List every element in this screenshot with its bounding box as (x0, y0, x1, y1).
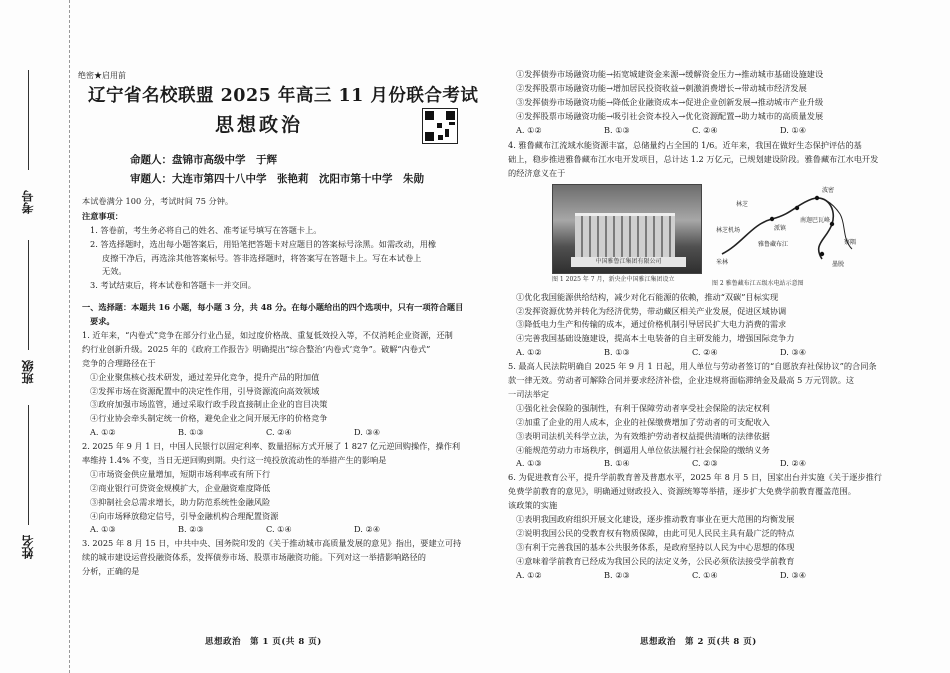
question-stem: 1. 近年来，“内卷式”竞争在部分行业凸显，如过度价格战、重复低效投入等，不仅消耗企业资源，还制 (82, 330, 453, 341)
option-item: ①表明我国政府组织开展文化建设，逐步推动教育事业在更大范围的均衡发展 (516, 513, 795, 524)
notice-item: 3. 考试结束后，将本试卷和答题卡一并交回。 (90, 280, 256, 291)
choice-b: B. ①④ (604, 458, 630, 469)
option-item: ①优化我国能源供给结构，减少对化石能源的依赖，推动“双碳”目标实现 (516, 291, 779, 302)
reviewer-line: 审题人：大连市第四十八中学 张艳莉 沈阳市第十中学 朱勋 (130, 173, 424, 186)
choice-d: D. ③④ (780, 569, 807, 580)
choice-b: B. ②③ (604, 569, 630, 580)
choice-d: D. ②④ (780, 458, 807, 469)
map-label: 米林 (716, 259, 729, 267)
company-sign: 中国雅鲁江集团有限公司 (571, 257, 686, 267)
binding-line (28, 240, 29, 350)
section-title-cont: 要求。 (90, 316, 115, 327)
choice-b: B. ①③ (604, 124, 630, 135)
choice-c: C. ②④ (692, 347, 718, 358)
map-label: 察隅 (844, 239, 857, 247)
choice-a: A. ①② (90, 427, 116, 438)
question-stem: 款一律无效。劳动者可解除合同并要求经济补偿，企业违规将面临滞纳金及最高 5 万元罚款。这 (508, 375, 855, 386)
option-item: ④向市场释放稳定信号，引导金融机构合理配置资源 (90, 510, 279, 521)
question-stem: 续的城市建设运营投融资体系，发挥债券市场、股票市场融资功能。下列对这一举措影响路径的 (82, 552, 426, 563)
binding-margin (0, 0, 70, 673)
question-stem: 该政策的实施 (508, 500, 558, 511)
choice-b: B. ①③ (604, 347, 630, 358)
question-1 (82, 330, 472, 439)
option-item: ③发挥债券市场融资功能→降低企业融资成本→促进企业创新发展→推动城市产业升级 (516, 96, 824, 107)
option-item: ③有利于完善我国的基本公共服务体系，是政府坚持以人民为中心思想的体现 (516, 541, 795, 552)
map-label: 南迦巴瓦峰 (800, 217, 831, 225)
notice-item: 2. 答选择题时，选出每小题答案后，用铅笔把答题卡对应题目的答案标号涂黑。如需改动，用橡 (90, 238, 437, 249)
station-dot (795, 206, 799, 210)
notice-item: 无效。 (102, 266, 127, 277)
answer-choices (508, 347, 903, 359)
option-item: ②商业银行可贷资金规模扩大，企业融资难度降低 (90, 482, 271, 493)
choice-a: A. ①② (516, 124, 542, 135)
notice-item: 皮擦干净后，再选涂其他答案标号。答非选择题时，将答案写在答题卡上。写在本试卷上 (102, 252, 422, 263)
answer-choices (508, 458, 903, 470)
option-item: ②发挥资源优势并转化为经济优势，带动藏区相关产业发展，促进区域协调 (516, 305, 787, 316)
figure-row (552, 184, 903, 289)
option-item: ④行业协会牵头制定统一价格，避免企业之间开展无序的价格竞争 (90, 413, 328, 424)
map-label: 林芝机场 (716, 227, 741, 235)
question-stem: 4. 雅鲁藏布江流域水能资源丰富，总储量约占全国的 1/6。近年来，我国在做好生态保护评估的基 (508, 140, 862, 151)
map-label: 波密 (822, 187, 835, 195)
question-stem: 的经济意义在于 (508, 168, 566, 179)
choice-d: D. ②④ (354, 524, 381, 535)
choice-c: C. ②④ (266, 427, 292, 438)
option-item: ④能规范劳动力市场秩序，倒逼用人单位依法履行社会保险的缴纳义务 (516, 444, 770, 455)
option-item: ③抑制社会总需求增长，助力防范系统性金融风险 (90, 496, 271, 507)
notice-item: 1. 答卷前，考生务必将自己的姓名、准考证号填写在答题卡上。 (90, 224, 322, 235)
option-item: ④发挥股票市场融资功能→吸引社会资本投入→优化资源配置→助力城市的高质量发展 (516, 110, 824, 121)
page-footer-right: 思想政治 第 2 页(共 8 页) (640, 637, 757, 647)
choice-c: C. ①④ (266, 524, 292, 535)
hydropower-map (712, 184, 872, 274)
question-stem: 6. 为促进教育公平，提升学前教育普及普惠水平，2025 年 8 月 5 日，国家出台并实施《关于逐步推行 (508, 472, 882, 483)
option-item: ②发挥市场在资源配置中的决定性作用，引导资源流向高效领域 (90, 385, 320, 396)
question-stem: 5. 最高人民法院明确自 2025 年 9 月 1 日起，用人单位与劳动者签订的“自愿放弃社保协议”的合同条 (508, 361, 877, 372)
choice-c: C. ②④ (692, 124, 718, 135)
option-item: ③政府加强市场监管，通过采取行政手段直接制止企业的盲目决策 (90, 399, 328, 410)
answer-choices (82, 427, 472, 439)
option-item: ①强化社会保险的强制性，有利于保障劳动者享受社会保险的法定权利 (516, 402, 770, 413)
right-column (508, 69, 903, 583)
building-shape (575, 213, 675, 257)
station-dot (830, 222, 834, 226)
question-stem: 分析，正确的是 (82, 566, 140, 577)
question-4 (508, 140, 903, 359)
answer-choices (82, 524, 472, 536)
choice-a: A. ①② (516, 569, 542, 580)
intro-text: 本试卷满分 100 分，考试时间 75 分钟。 (82, 196, 234, 206)
question-stem: 率维持 1.4% 不变，当日无逆回购到期。央行这一纯投放流动性的举措产生的影响是 (82, 455, 387, 466)
answer-choices (508, 125, 903, 137)
secret-mark: 绝密★启用前 (78, 71, 126, 80)
option-item: ④意味着学前教育已经成为我国公民的法定义务，公民必须依法接受学前教育 (516, 555, 795, 566)
choice-d: D. ③④ (354, 427, 381, 438)
left-column (82, 196, 472, 580)
choice-a: A. ①② (516, 347, 542, 358)
binding-line (28, 405, 29, 525)
option-item: ①市场资金供应量增加，短期市场利率或有所下行 (90, 468, 271, 479)
choice-a: A. ①③ (90, 524, 116, 535)
map-label: 派镇 (774, 225, 787, 233)
question-stem: 2. 2025 年 9 月 1 日，中国人民银行以固定利率、数量招标方式开展了 1 827 亿元逆回购操作，操作利 (82, 441, 461, 452)
figure-2-caption: 图 2 雅鲁藏布江五级水电站示意图 (712, 280, 804, 288)
answer-choices (508, 570, 903, 582)
option-item: ④完善我国基础设施建设，提高本土电装备的自主研发能力，增强国际竞争力 (516, 333, 795, 344)
figure-2 (712, 184, 872, 289)
choice-c: C. ①④ (692, 569, 718, 580)
question-stem: 一司法举定 (508, 388, 549, 399)
question-2 (82, 441, 472, 536)
map-label: 墨脱 (832, 261, 845, 269)
binding-line (28, 70, 29, 170)
question-stem: 竞争的合理路径在于 (82, 357, 156, 368)
question-3 (82, 538, 472, 578)
option-item: ①企业聚焦核心技术研发，通过差异化竞争，提升产品的附加值 (90, 371, 320, 382)
option-item: ②加重了企业的用人成本，企业的社保缴费增加了劳动者的可支配收入 (516, 416, 770, 427)
section-title: 一、选择题：本题共 16 小题，每小题 3 分，共 48 分。在每小题给出的四个选项中，只有一项符合题目 (82, 302, 464, 313)
question-stem: 3. 2025 年 8 月 15 日，中共中央、国务院印发的《关于推动城市高质量发展的意见》指出，要建立可持 (82, 538, 462, 549)
map-label: 雅鲁藏布江 (758, 241, 789, 249)
question-stem: 免费学前教育的意见》，明确通过财政投入、资源统筹等举措，逐步扩大免费学前教育覆盖范围。 (508, 486, 856, 497)
choice-c: C. ②③ (692, 458, 718, 469)
building-photo (552, 184, 702, 274)
question-stem: 础上，稳步推进雅鲁藏布江水电开发项目，总计达 1.2 万亿元，已规划建设阶段。雅鲁藏布江水电开发 (508, 154, 879, 165)
figure-1 (552, 184, 702, 289)
choice-b: B. ①③ (178, 427, 204, 438)
option-item: ①发挥债券市场融资功能→拓宽城建资金来源→缓解资金压力→推动城市基础设施建设 (516, 69, 824, 79)
name-label: 姓名 (21, 535, 35, 559)
station-dot (820, 252, 824, 256)
qr-code-icon (422, 108, 458, 144)
choice-a: A. ①③ (516, 458, 542, 469)
author-line: 命题人：盘锦市高级中学 于辉 (130, 154, 277, 166)
option-item: ③表明司法机关科学立法，为有效维护劳动者权益提供清晰的法律依据 (516, 430, 770, 441)
station-dot (770, 217, 774, 221)
map-label: 林芝 (736, 201, 749, 209)
notice-title: 注意事项： (82, 210, 123, 221)
option-item: ②说明我国公民的受教育权有物质保障，由此可见人民民主具有最广泛的特点 (516, 527, 795, 538)
option-item: ②发挥股票市场融资功能→增加居民投资收益→刺激消费增长→带动城市经济发展 (516, 82, 807, 93)
authors (130, 151, 424, 190)
choice-d: D. ①④ (780, 124, 807, 135)
station-dot (815, 196, 819, 200)
class-label: 班级 (21, 360, 35, 384)
choice-b: B. ②③ (178, 524, 204, 535)
exam-no-label: 考号 (21, 190, 35, 214)
subject-title: 思想政治 (215, 114, 304, 136)
question-5 (508, 361, 903, 470)
exam-title: 辽宁省名校联盟 2025 年高三 11 月份联合考试 (88, 86, 479, 106)
option-item: ③降低电力生产和传输的成本，通过价格机制引导居民扩大电力消费的需求 (516, 319, 787, 330)
question-6 (508, 472, 903, 581)
question-stem: 约行业创新升级。2025 年的《政府工作报告》明确提出“综合整治‘内卷式’竞争”。破解“内卷式” (82, 343, 431, 354)
page-footer-left: 思想政治 第 1 页(共 8 页) (205, 637, 322, 647)
choice-d: D. ③④ (780, 347, 807, 358)
figure-1-caption: 图 1 2025 年 7 月，新央企中国雅江集团设立 (552, 276, 675, 284)
